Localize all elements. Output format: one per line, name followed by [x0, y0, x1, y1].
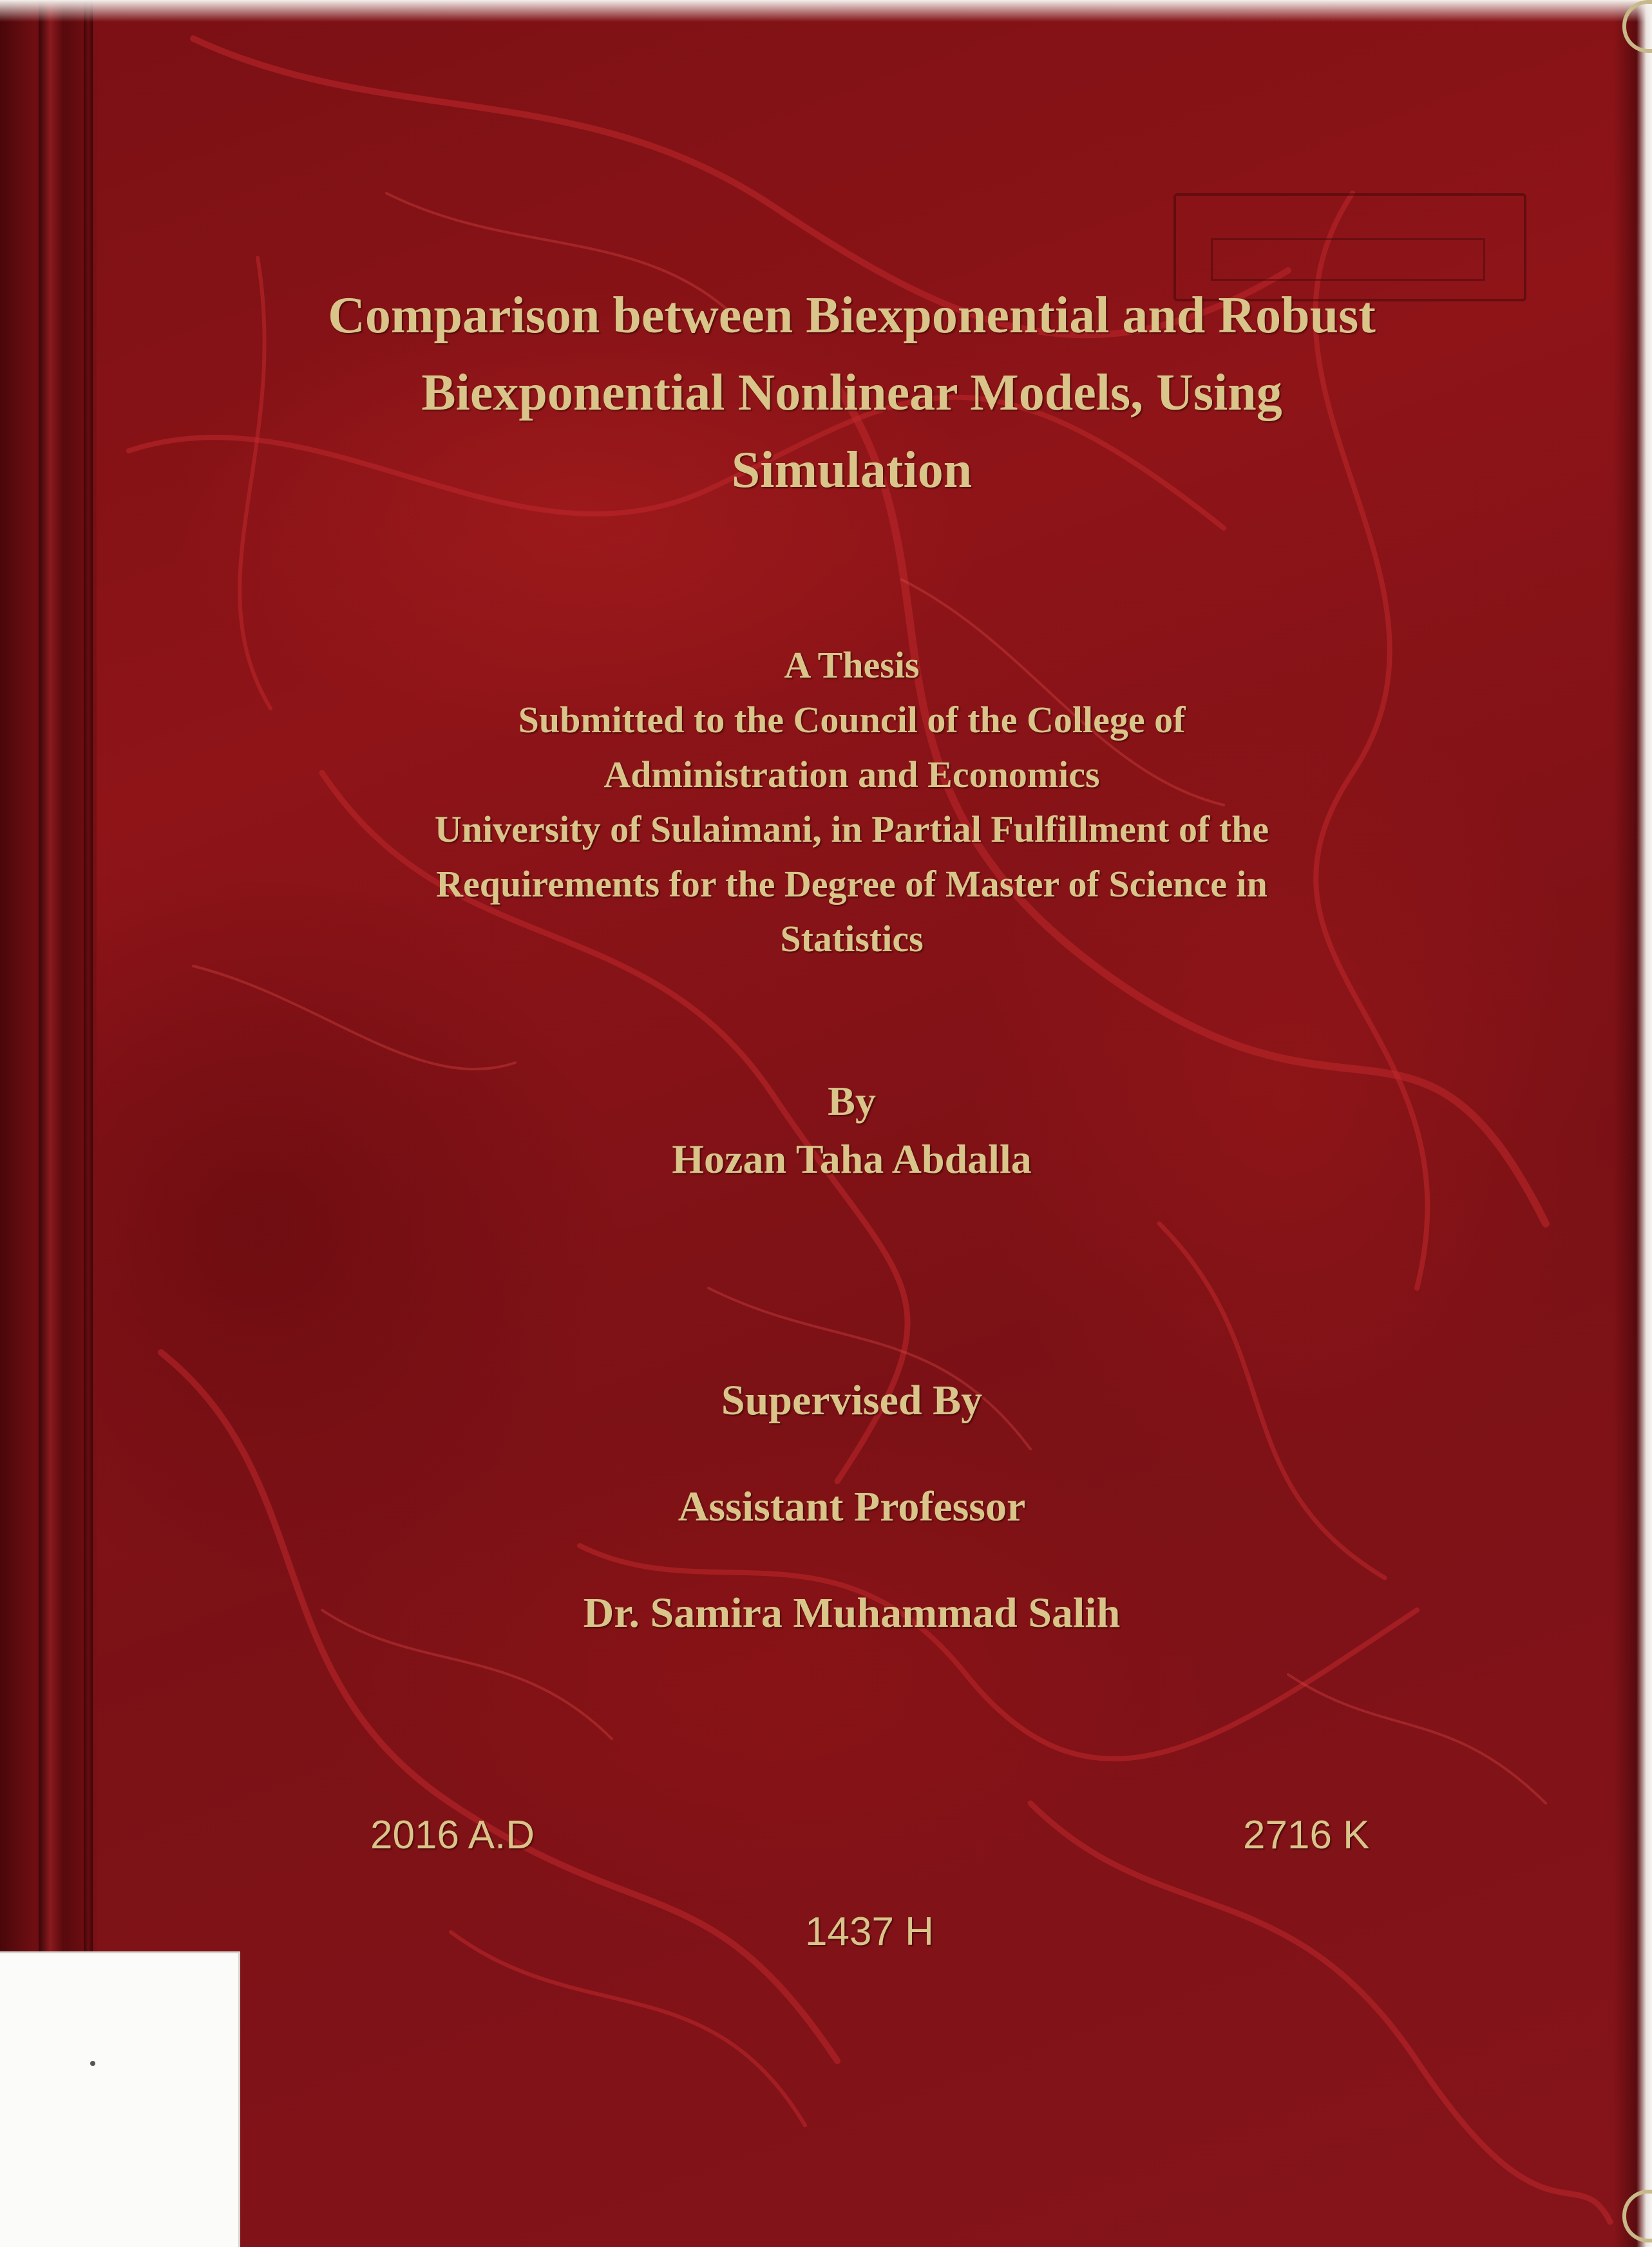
supervisor-name: Dr. Samira Muhammad Salih: [583, 1589, 1121, 1636]
thesis-line: Submitted to the Council of the College of: [518, 699, 1186, 741]
author-name: Hozan Taha Abdalla: [672, 1136, 1032, 1182]
thesis-line: A Thesis: [784, 644, 920, 686]
thesis-line: Requirements for the Degree of Master of Science in: [436, 863, 1267, 905]
library-label: [0, 1951, 240, 2247]
thesis-line: Administration and Economics: [603, 754, 1100, 795]
supervisor-rank: Assistant Professor: [678, 1483, 1026, 1530]
date-k: 2716 K: [1243, 1813, 1370, 1857]
thesis-line: University of Sulaimani, in Partial Fulfillment of the: [434, 808, 1269, 850]
title-line: Biexponential Nonlinear Models, Using: [421, 365, 1282, 421]
date-h: 1437 H: [805, 1910, 934, 1954]
date-ad: 2016 A.D: [370, 1813, 535, 1857]
title-line: Simulation: [731, 442, 973, 498]
thesis-title: [0, 277, 1652, 509]
supervised-label: Supervised By: [721, 1377, 983, 1424]
title-line: Comparison between Biexponential and Robust: [328, 287, 1376, 344]
by-label: By: [828, 1078, 876, 1124]
cover-top-edge: [0, 0, 1652, 22]
thesis-statement: [0, 638, 1652, 966]
faded-stamp-inner: [1211, 238, 1485, 281]
thesis-line: Statistics: [780, 918, 924, 960]
label-mark: [90, 2061, 95, 2066]
